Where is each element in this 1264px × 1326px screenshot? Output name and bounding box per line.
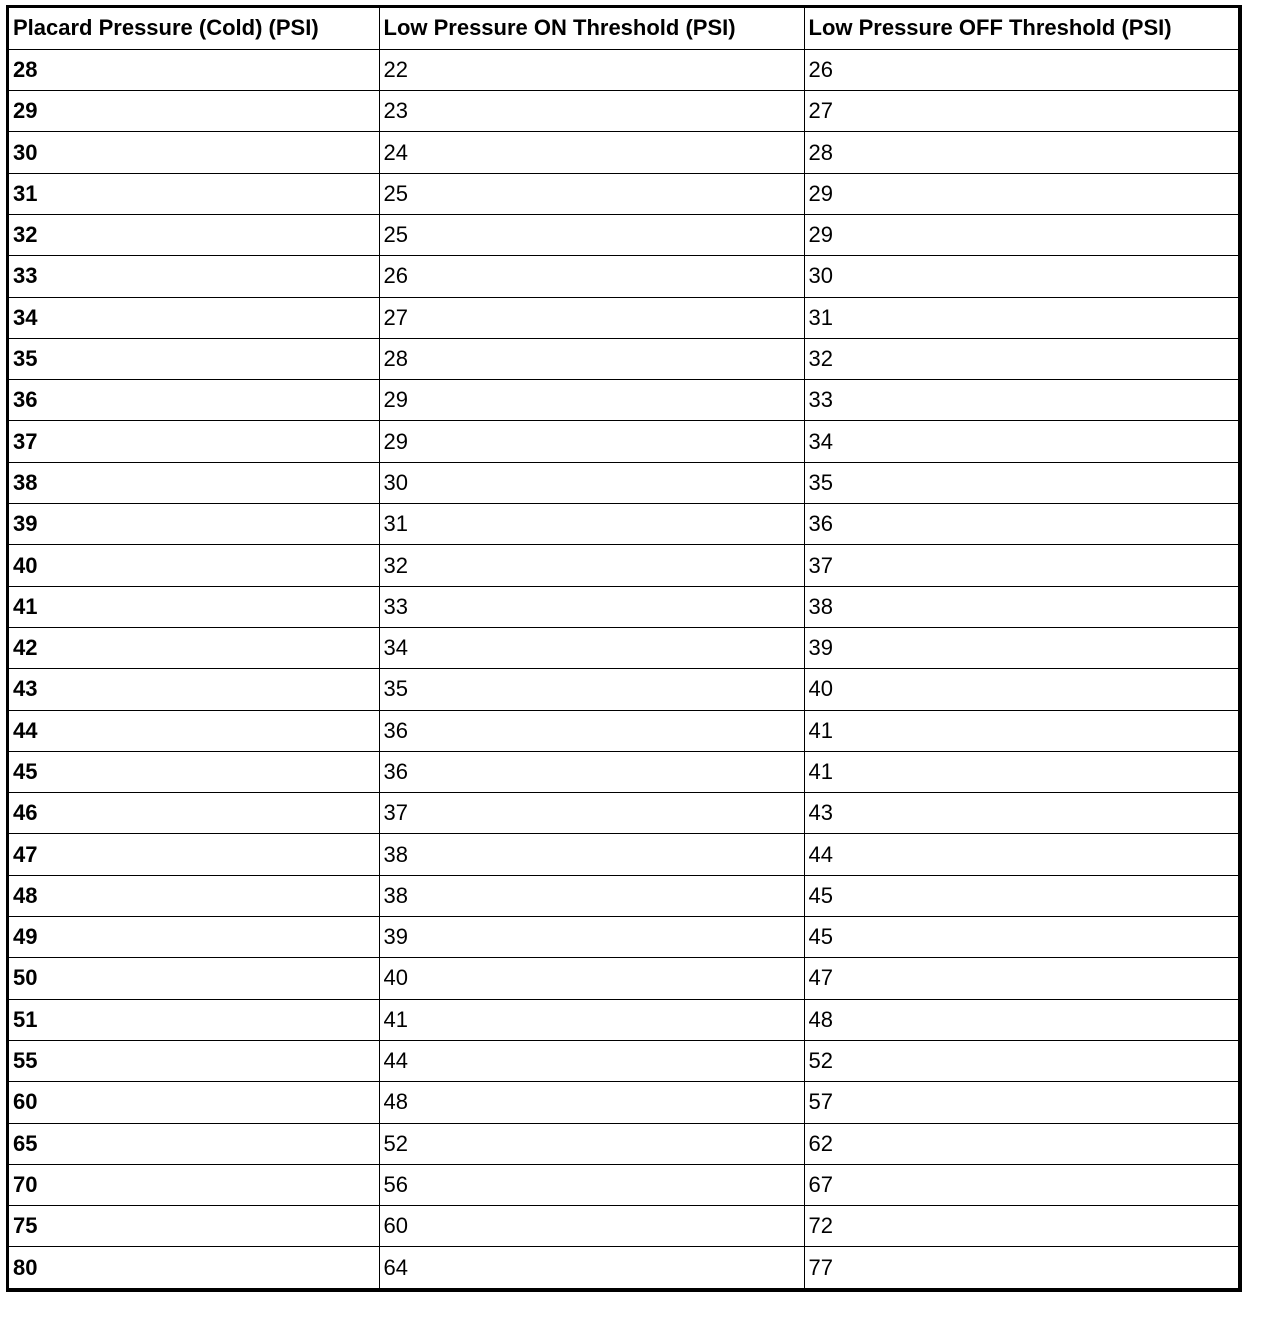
table-row bbox=[9, 380, 1238, 421]
table-row bbox=[9, 1206, 1238, 1247]
placard-pressure-cell: 65 bbox=[9, 1123, 379, 1164]
low-pressure-off-cell: 34 bbox=[804, 421, 1238, 462]
placard-pressure-cell: 50 bbox=[9, 958, 379, 999]
placard-pressure-cell: 36 bbox=[9, 380, 379, 421]
placard-pressure-cell: 35 bbox=[9, 338, 379, 379]
low-pressure-on-cell: 52 bbox=[379, 1123, 804, 1164]
table-row bbox=[9, 1123, 1238, 1164]
low-pressure-off-cell: 43 bbox=[804, 793, 1238, 834]
low-pressure-off-cell: 57 bbox=[804, 1082, 1238, 1123]
table-row bbox=[9, 669, 1238, 710]
low-pressure-on-cell: 36 bbox=[379, 710, 804, 751]
low-pressure-on-cell: 60 bbox=[379, 1206, 804, 1247]
placard-pressure-cell: 45 bbox=[9, 751, 379, 792]
placard-pressure-cell: 47 bbox=[9, 834, 379, 875]
table-row bbox=[9, 834, 1238, 875]
low-pressure-on-cell: 29 bbox=[379, 380, 804, 421]
low-pressure-off-cell: 36 bbox=[804, 504, 1238, 545]
table-row bbox=[9, 338, 1238, 379]
placard-pressure-cell: 44 bbox=[9, 710, 379, 751]
table-header-row bbox=[9, 8, 1238, 49]
low-pressure-off-cell: 47 bbox=[804, 958, 1238, 999]
placard-pressure-cell: 60 bbox=[9, 1082, 379, 1123]
table-row bbox=[9, 504, 1238, 545]
low-pressure-off-cell: 39 bbox=[804, 627, 1238, 668]
low-pressure-on-cell: 64 bbox=[379, 1247, 804, 1288]
table-row bbox=[9, 256, 1238, 297]
placard-pressure-cell: 30 bbox=[9, 132, 379, 173]
low-pressure-off-cell: 67 bbox=[804, 1164, 1238, 1205]
low-pressure-on-cell: 44 bbox=[379, 1040, 804, 1081]
low-pressure-off-cell: 29 bbox=[804, 214, 1238, 255]
low-pressure-off-cell: 37 bbox=[804, 545, 1238, 586]
low-pressure-off-header: Low Pressure OFF Threshold (PSI) bbox=[804, 8, 1238, 49]
placard-pressure-cell: 37 bbox=[9, 421, 379, 462]
low-pressure-off-cell: 41 bbox=[804, 710, 1238, 751]
low-pressure-off-cell: 41 bbox=[804, 751, 1238, 792]
low-pressure-on-cell: 31 bbox=[379, 504, 804, 545]
low-pressure-off-cell: 77 bbox=[804, 1247, 1238, 1288]
placard-pressure-cell: 33 bbox=[9, 256, 379, 297]
table-row bbox=[9, 875, 1238, 916]
low-pressure-off-cell: 27 bbox=[804, 91, 1238, 132]
placard-pressure-header: Placard Pressure (Cold) (PSI) bbox=[13, 15, 319, 41]
table-row bbox=[9, 297, 1238, 338]
table-row bbox=[9, 958, 1238, 999]
table-row bbox=[9, 49, 1238, 90]
placard-pressure-cell: 55 bbox=[9, 1040, 379, 1081]
low-pressure-off-cell: 44 bbox=[804, 834, 1238, 875]
low-pressure-off-cell: 33 bbox=[804, 380, 1238, 421]
table-row bbox=[9, 1247, 1238, 1288]
table-row bbox=[9, 751, 1238, 792]
low-pressure-on-cell: 26 bbox=[379, 256, 804, 297]
table-row bbox=[9, 214, 1238, 255]
placard-pressure-cell: 46 bbox=[9, 793, 379, 834]
placard-pressure-cell: 75 bbox=[9, 1206, 379, 1247]
low-pressure-off-cell: 48 bbox=[804, 999, 1238, 1040]
placard-pressure-cell: 32 bbox=[9, 214, 379, 255]
table-row bbox=[9, 91, 1238, 132]
low-pressure-off-cell: 45 bbox=[804, 917, 1238, 958]
placard-pressure-cell: 80 bbox=[9, 1247, 379, 1288]
low-pressure-off-cell: 28 bbox=[804, 132, 1238, 173]
low-pressure-on-cell: 34 bbox=[379, 627, 804, 668]
placard-pressure-cell: 29 bbox=[9, 91, 379, 132]
low-pressure-off-cell: 29 bbox=[804, 173, 1238, 214]
table-row bbox=[9, 1164, 1238, 1205]
table-body bbox=[9, 49, 1238, 1288]
low-pressure-off-cell: 31 bbox=[804, 297, 1238, 338]
low-pressure-on-header: Low Pressure ON Threshold (PSI) bbox=[379, 8, 804, 49]
placard-pressure-cell: 42 bbox=[9, 627, 379, 668]
low-pressure-off-cell: 72 bbox=[804, 1206, 1238, 1247]
table-row bbox=[9, 1040, 1238, 1081]
placard-pressure-cell: 41 bbox=[9, 586, 379, 627]
table-row bbox=[9, 1082, 1238, 1123]
low-pressure-on-cell: 25 bbox=[379, 173, 804, 214]
placard-pressure-cell: 40 bbox=[9, 545, 379, 586]
low-pressure-on-cell: 38 bbox=[379, 875, 804, 916]
low-pressure-on-cell: 48 bbox=[379, 1082, 804, 1123]
low-pressure-off-cell: 45 bbox=[804, 875, 1238, 916]
low-pressure-on-cell: 24 bbox=[379, 132, 804, 173]
table-row bbox=[9, 586, 1238, 627]
table-row bbox=[9, 173, 1238, 214]
low-pressure-on-cell: 27 bbox=[379, 297, 804, 338]
table-row bbox=[9, 917, 1238, 958]
low-pressure-off-cell: 26 bbox=[804, 49, 1238, 90]
low-pressure-on-cell: 30 bbox=[379, 462, 804, 503]
low-pressure-off-cell: 38 bbox=[804, 586, 1238, 627]
low-pressure-on-cell: 25 bbox=[379, 214, 804, 255]
low-pressure-on-cell: 37 bbox=[379, 793, 804, 834]
low-pressure-on-cell: 22 bbox=[379, 49, 804, 90]
low-pressure-on-cell: 35 bbox=[379, 669, 804, 710]
placard-pressure-cell: 38 bbox=[9, 462, 379, 503]
table-row bbox=[9, 627, 1238, 668]
table-row bbox=[9, 421, 1238, 462]
low-pressure-on-cell: 32 bbox=[379, 545, 804, 586]
placard-pressure-cell: 51 bbox=[9, 999, 379, 1040]
low-pressure-on-cell: 56 bbox=[379, 1164, 804, 1205]
placard-pressure-cell: 34 bbox=[9, 297, 379, 338]
low-pressure-on-cell: 33 bbox=[379, 586, 804, 627]
low-pressure-on-cell: 28 bbox=[379, 338, 804, 379]
pressure-threshold-table bbox=[9, 8, 1238, 1288]
low-pressure-off-cell: 52 bbox=[804, 1040, 1238, 1081]
pressure-threshold-table-container bbox=[6, 5, 1242, 1292]
low-pressure-on-cell: 40 bbox=[379, 958, 804, 999]
low-pressure-off-cell: 32 bbox=[804, 338, 1238, 379]
placard-pressure-cell: 28 bbox=[9, 49, 379, 90]
placard-pressure-cell: 39 bbox=[9, 504, 379, 545]
low-pressure-on-cell: 38 bbox=[379, 834, 804, 875]
placard-pressure-cell: 49 bbox=[9, 917, 379, 958]
low-pressure-off-cell: 35 bbox=[804, 462, 1238, 503]
low-pressure-on-cell: 29 bbox=[379, 421, 804, 462]
placard-pressure-cell: 48 bbox=[9, 875, 379, 916]
placard-pressure-cell: 31 bbox=[9, 173, 379, 214]
low-pressure-off-cell: 30 bbox=[804, 256, 1238, 297]
low-pressure-on-cell: 36 bbox=[379, 751, 804, 792]
table-row bbox=[9, 999, 1238, 1040]
low-pressure-off-cell: 40 bbox=[804, 669, 1238, 710]
low-pressure-off-cell: 62 bbox=[804, 1123, 1238, 1164]
table-row bbox=[9, 793, 1238, 834]
placard-pressure-cell: 70 bbox=[9, 1164, 379, 1205]
placard-pressure-cell: 43 bbox=[9, 669, 379, 710]
table-row bbox=[9, 545, 1238, 586]
table-row bbox=[9, 462, 1238, 503]
low-pressure-on-cell: 39 bbox=[379, 917, 804, 958]
low-pressure-on-cell: 23 bbox=[379, 91, 804, 132]
table-row bbox=[9, 710, 1238, 751]
table-row bbox=[9, 132, 1238, 173]
low-pressure-on-cell: 41 bbox=[379, 999, 804, 1040]
